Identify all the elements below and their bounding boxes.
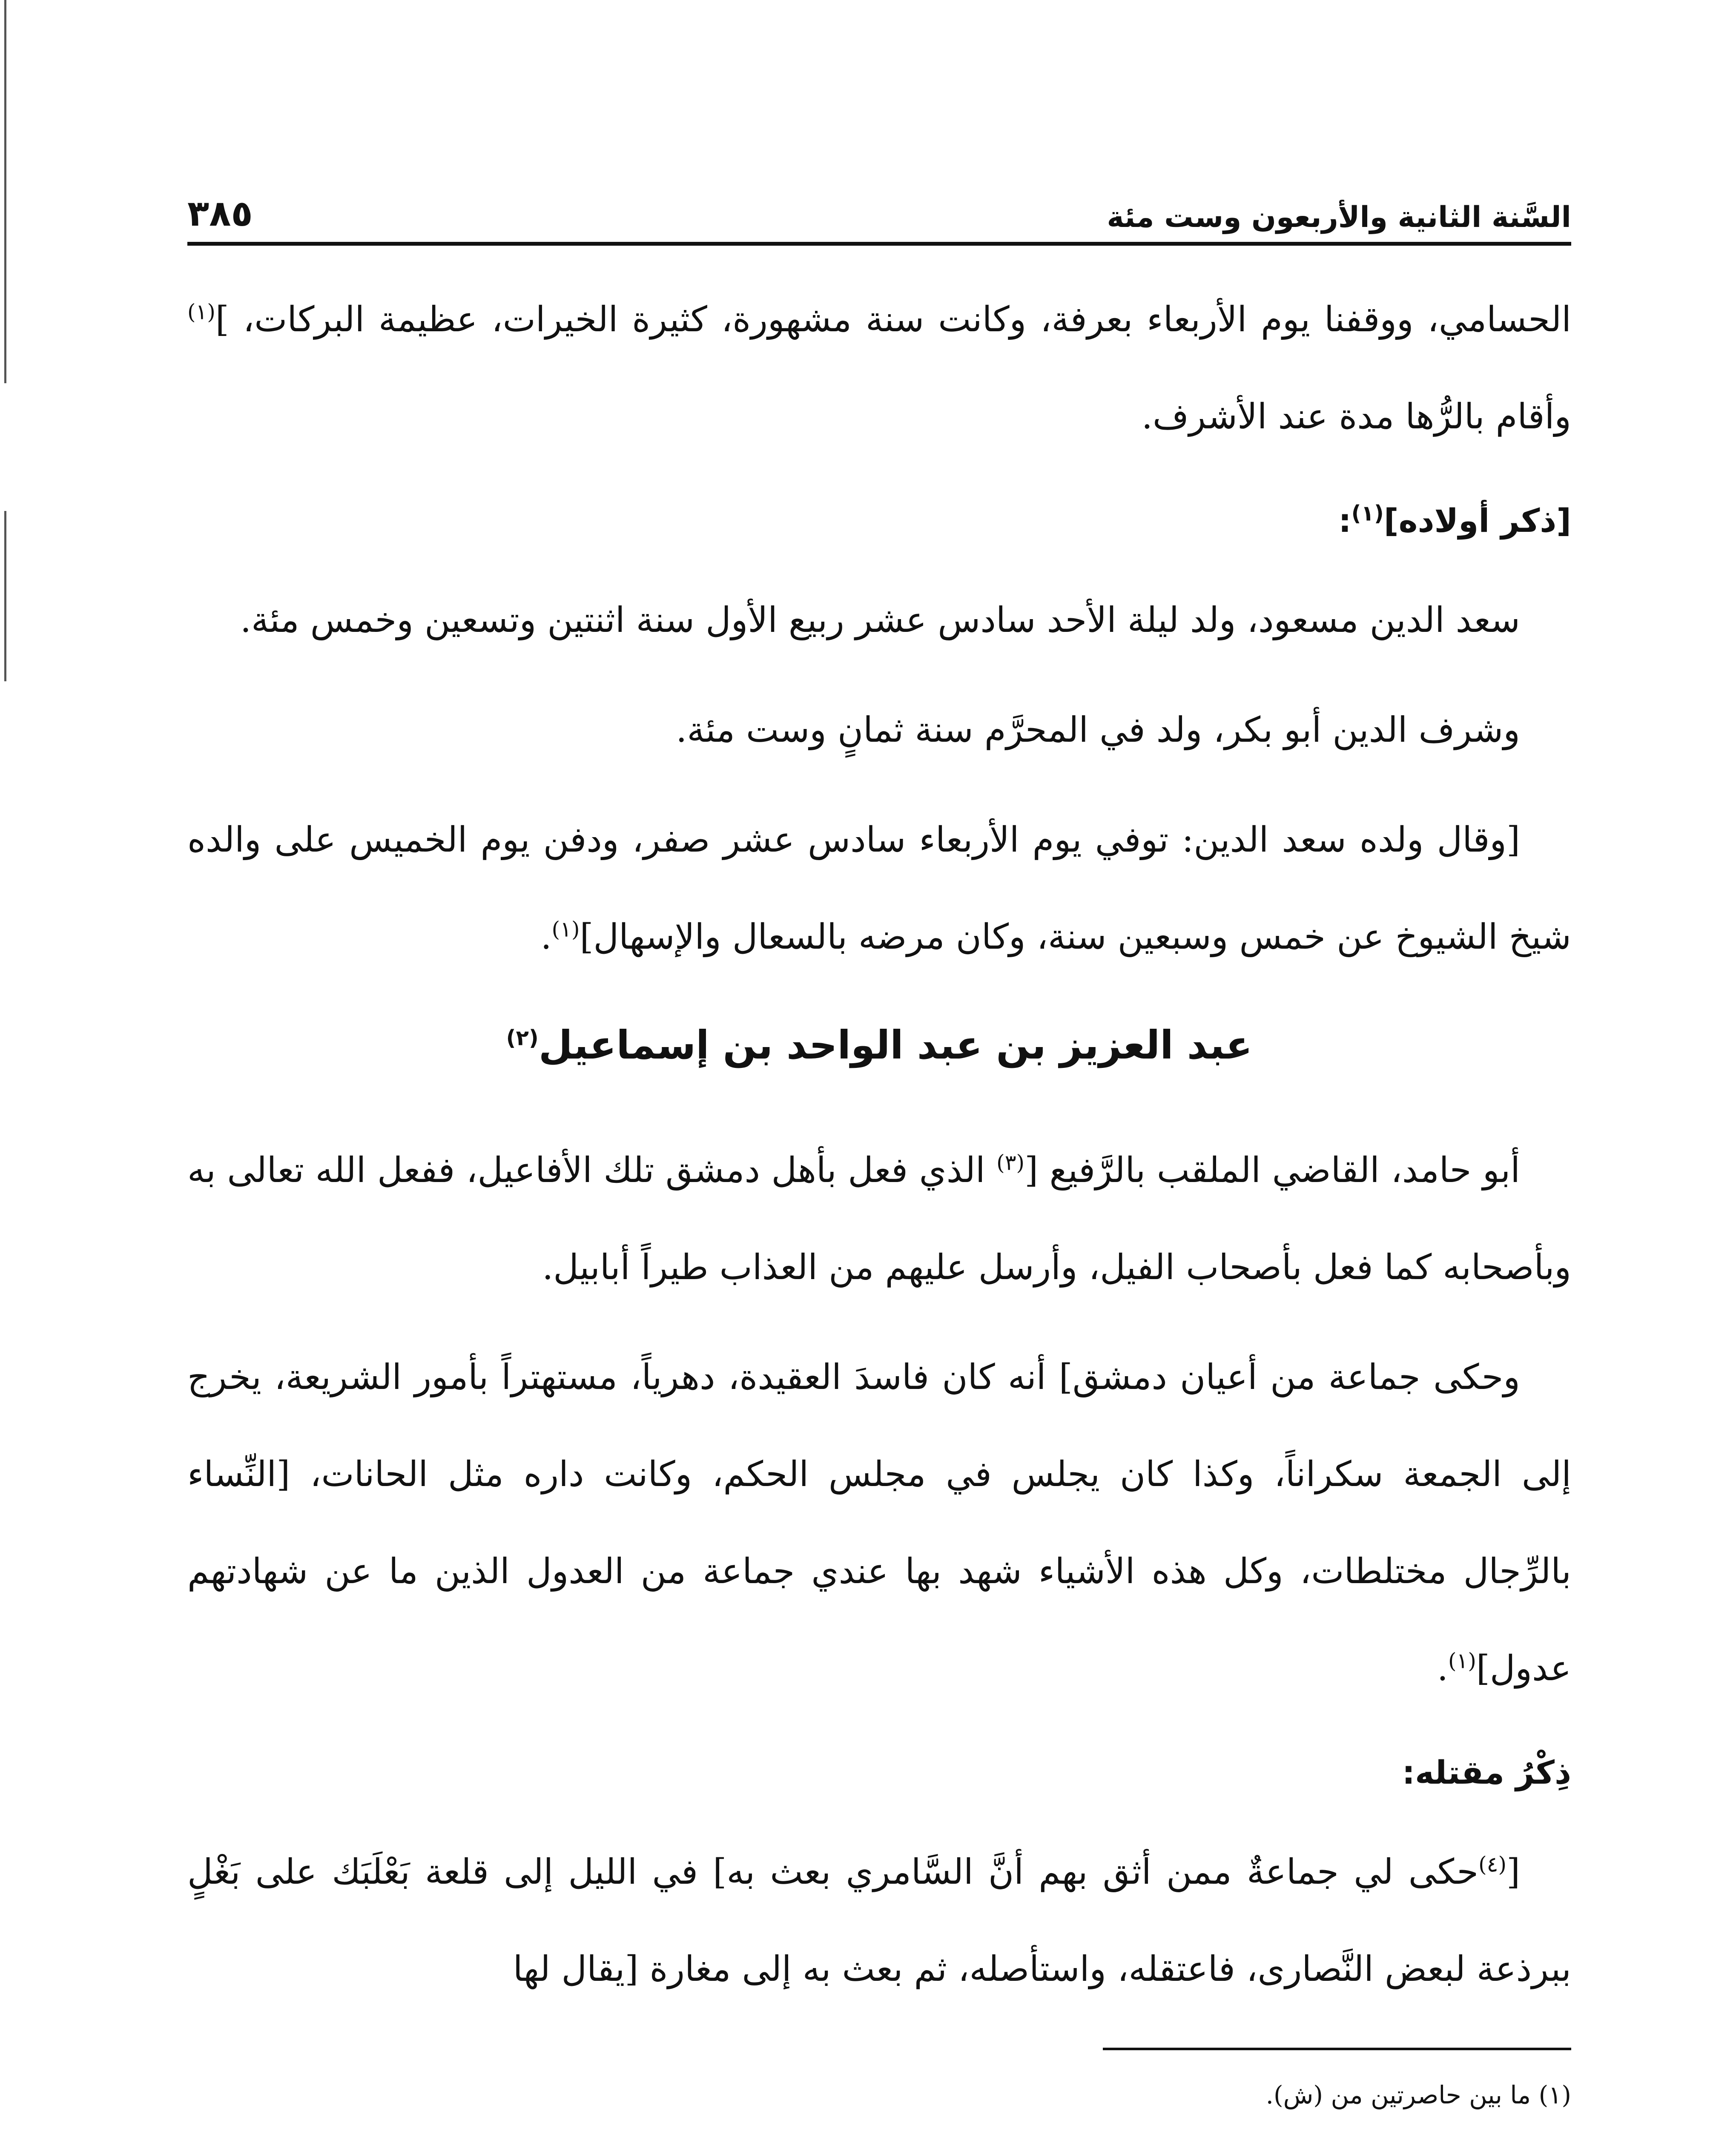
footnote-ref: (١) — [1351, 501, 1384, 526]
paragraph-7 — [187, 1824, 1571, 2018]
footnote-ref: (١) — [1448, 1648, 1476, 1673]
section-heading-children-text: [ذكر أولاده] — [1383, 502, 1571, 539]
running-header-title: السَّنة الثانية والأربعون وست مئة — [1107, 201, 1571, 234]
paragraph-6-text: وحكى جماعة من أعيان دمشق] أنه كان فاسدَ العقيدة، دهرياً، مستهتراً بأمور الشريعة، يخرج إلى الجمعة سكراناً، وكذا كان يجلس في مجلس الحكم، وكانت داره مثل الحانات، [النِّساء بالرِّجال مختلطات، وكل هذه الأشياء شهد بها عندي جماعة من العدول الذين ما عن شهادتهم عدول] — [187, 1357, 1571, 1689]
paragraph-5-tail: الذي فعل بأهل دمشق تلك الأفاعيل، ففعل الله تعالى به وبأصحابه كما فعل بأصحاب الفيل، وأرسل عليهم من العذاب طيراً أبابيل. — [187, 1150, 1571, 1288]
footnote-ref: (١) — [187, 299, 215, 324]
footnote-divider — [1103, 2048, 1571, 2050]
paragraph-6 — [187, 1329, 1571, 1717]
section-heading-death: ذِكْرُ مقتله: — [1402, 1753, 1571, 1791]
running-header — [187, 170, 1571, 246]
page-number: ٣٨٥ — [187, 192, 253, 234]
paragraph-3: وشرف الدين أبو بكر، ولد في المحرَّم سنة ثمانٍ وست مئة. — [676, 710, 1520, 750]
footnotes — [187, 2067, 1571, 2129]
footnote-ref: (١) — [551, 917, 580, 942]
paragraph-1 — [187, 271, 1571, 465]
footnote-ref: (٢) — [506, 1025, 539, 1050]
footnote-ref: (٤) — [1478, 1852, 1506, 1877]
paragraph-1-text: الحسامي، ووقفنا يوم الأربعاء بعرفة، وكانت سنة مشهورة، كثيرة الخيرات، عظيمة البركات، ] — [215, 299, 1571, 340]
paragraph-4-text: [وقال ولده سعد الدين: توفي يوم الأربعاء سادس عشر صفر، ودفن يوم الخميس على والده شيخ الشيوخ عن خمس وسبعين سنة، وكان مرضه بالسعال والإسهال] — [187, 820, 1571, 957]
footnote-2 — [187, 2127, 1571, 2129]
section-heading-children — [187, 478, 1571, 563]
book-page — [187, 170, 1571, 2129]
paragraph-7-head: [ — [1506, 1852, 1520, 1892]
paragraph-2: سعد الدين مسعود، ولد ليلة الأحد سادس عشر ربيع الأول سنة اثنتين وتسعين وخمس مئة. — [240, 600, 1520, 640]
section-heading-children-colon: : — [1338, 502, 1351, 539]
main-text — [187, 271, 1571, 2018]
paragraph-1-tail: وأقام بالرُّها مدة عند الأشرف. — [1141, 396, 1571, 437]
scan-edge-line-left — [4, 0, 6, 383]
paragraph-7-tail: حكى لي جماعةٌ ممن أثق بهم أنَّ السَّامري بعث به] في الليل إلى قلعة بَعْلَبَك على بَغْلٍ ببرذعة لبعض النَّصارى، فاعتقله، واستأصله، ثم بعث به إلى مغارة [يقال لها — [187, 1852, 1571, 1989]
paragraph-4-tail: . — [540, 917, 552, 957]
paragraph-5-head: أبو حامد، القاضي الملقب بالرَّفيع [ — [1024, 1150, 1520, 1191]
entry-heading-text: عبد العزيز بن عبد الواحد بن إسماعيل — [538, 1022, 1253, 1068]
footnote-ref: (٣) — [996, 1150, 1025, 1175]
paragraph-4 — [187, 792, 1571, 986]
entry-heading — [187, 1003, 1571, 1088]
scan-edge-line-left-lower — [4, 511, 6, 681]
paragraph-6-tail: . — [1437, 1648, 1448, 1689]
footnote-1: (١) ما بين حاصرتين من (ش). — [1265, 2080, 1571, 2109]
paragraph-5 — [187, 1122, 1571, 1316]
